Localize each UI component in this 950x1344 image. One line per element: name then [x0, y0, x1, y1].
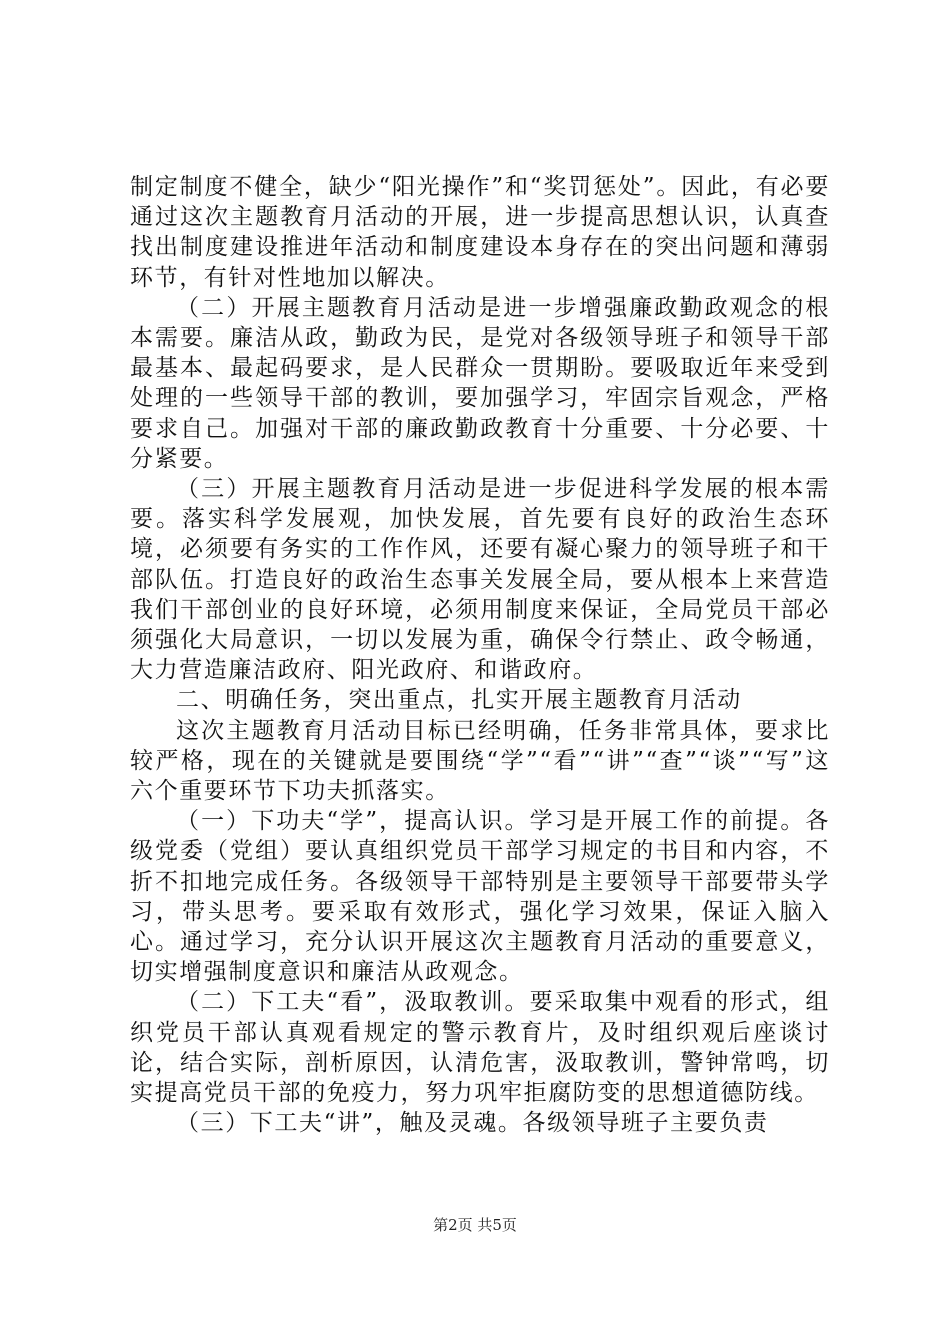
paragraph-4: 这次主题教育月活动目标已经明确，任务非常具体，要求比较严格，现在的关键就是要围绕“学”“看”“讲”“查”“谈”“写”这六个重要环节下功夫抓落实。: [130, 717, 830, 805]
paragraph-7: （三）下工夫“讲”，触及灵魂。各级领导班子主要负责: [176, 1110, 769, 1137]
document-body: [130, 172, 830, 1139]
paragraph-2: （二）开展主题教育月活动是进一步增强廉政勤政观念的根本需要。廉洁从政，勤政为民，是党对各级领导班子和领导干部最基本、最起码要求，是人民群众一贯期盼。要吸取近年来受到处理的一些领导干部的教训，要加强学习，牢固宗旨观念，严格要求自己。加强对干部的廉政勤政教育十分重要、十分必要、十分紧要。: [130, 294, 830, 472]
paragraph-5: （一）下功夫“学”，提高认识。学习是开展工作的前提。各级党委（党组）要认真组织党员干部学习规定的书目和内容，不折不扣地完成任务。各级领导干部特别是主要领导干部要带头学习，带头思考。要采取有效形式，强化学习效果，保证入脑入心。通过学习，充分认识开展这次主题教育月活动的重要意义，切实增强制度意识和廉洁从政观念。: [130, 808, 830, 986]
section-heading: 二、明确任务，突出重点，扎实开展主题教育月活动: [176, 687, 742, 714]
paragraph-6: （二）下工夫“看”，汲取教训。要采取集中观看的形式，组织党员干部认真观看规定的警示教育片，及时组织观后座谈讨论，结合实际，剖析原因，认清危害，汲取教训，警钟常鸣，切实提高党员干部的免疫力，努力巩牢拒腐防变的思想道德防线。: [130, 989, 830, 1107]
paragraph-3: （三）开展主题教育月活动是进一步促进科学发展的根本需要。落实科学发展观，加快发展，首先要有良好的政治生态环境，必须要有务实的工作作风，还要有凝心聚力的领导班子和干部队伍。打造良好的政治生态事关发展全局，要从根本上来营造我们干部创业的良好环境，必须用制度来保证，全局党员干部必须强化大局意识，一切以发展为重，确保令行禁止、政令畅通，大力营造廉洁政府、阳光政府、和谐政府。: [130, 476, 830, 684]
paragraph-1: 制定制度不健全，缺少“阳光操作”和“奖罚惩处”。因此，有必要通过这次主题教育月活动的开展，进一步提高思想认识，认真查找出制度建设推进年活动和制度建设本身存在的突出问题和薄弱环节，有针对性地加以解决。: [130, 174, 830, 291]
page-number-footer: 第2页 共5页: [433, 1216, 517, 1234]
